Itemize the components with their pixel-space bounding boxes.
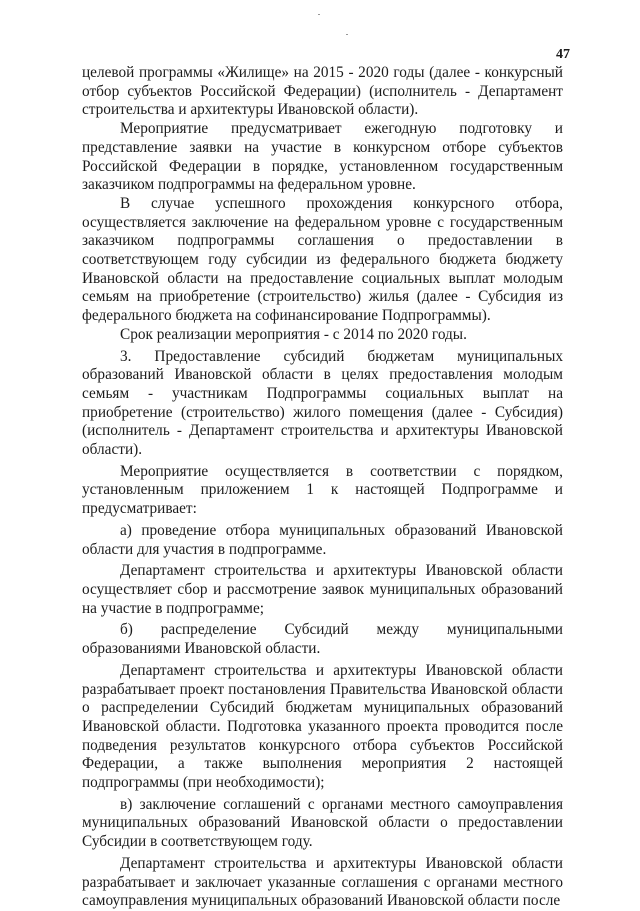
body-text <box>82 64 563 911</box>
paragraph: 3. Предоставление субсидий бюджетам муниципальных образований Ивановской области в целях предоставления молодым семьям - участникам Подпрограммы социальных выплат на приобретение (строительство) жилого помещения (далее - Субсидия) (исполнитель - Департамент строительства и архитектуры Ивановской области). <box>82 347 563 459</box>
paragraph: Срок реализации мероприятия - с 2014 по 2020 годы. <box>120 325 467 343</box>
paragraph: в) заключение соглашений с органами местного самоуправления муниципальных образований Ивановской области о предоставлении Субсидии в соответствующем году. <box>82 795 563 851</box>
paragraph: б) распределение Субсидий между муниципальными образованиями Ивановской области. <box>82 621 563 658</box>
paragraph: а) проведение отбора муниципальных образований Ивановской области для участия в подпрограмме. <box>82 521 563 558</box>
paragraph: Мероприятие предусматривает ежегодную подготовку и представление заявки на участие в конкурсном отборе субъектов Российской Федерации в порядке, установленном государственным заказчиком подпрограммы на федеральном уровне. <box>82 120 563 194</box>
paragraph: Департамент строительства и архитектуры Ивановской области разрабатывает и заключает указанные соглашения с органами местного самоуправления муниципальных образований Ивановской области после <box>82 854 563 910</box>
paragraph: Департамент строительства и архитектуры Ивановской области осуществляет сбор и рассмотрение заявок муниципальных образований на участие в подпрограмме; <box>82 562 563 617</box>
paragraph: Департамент строительства и архитектуры Ивановской области разрабатывает проект постановления Правительства Ивановской области о распределении Субсидий бюджетам муниципальных образований Ивановской области. Подготовка указанного проекта проводится после подведения результатов конкурсного отбора субъектов Российской Федерации, а также выполнения мероприятия 2 настоящей подпрограммы (при необходимости); <box>82 661 563 792</box>
paragraph: В случае успешного прохождения конкурсного отбора, осуществляется заключение на федеральном уровне с государственным заказчиком подпрограммы соглашения о предоставлении в соответствующем году субсидии из федерального бюджета бюджету Ивановской области на предоставление социальных выплат молодым семьям на приобретение (строительство) жилья (далее - Субсидия из федерального бюджета на софинансирование Подпрограммы). <box>82 194 563 325</box>
scan-speck <box>346 34 348 35</box>
scan-speck <box>318 14 320 15</box>
paragraph: целевой программы «Жилище» на 2015 - 2020 годы (далее - конкурсный отбор субъектов Российской Федерации) (исполнитель - Департамент строительства и архитектуры Ивановской области). <box>82 64 563 119</box>
page-number: 47 <box>556 47 570 62</box>
paragraph: Мероприятие осуществляется в соответствии с порядком, установленным приложением 1 к настоящей Подпрограмме и предусматривает: <box>82 462 563 518</box>
